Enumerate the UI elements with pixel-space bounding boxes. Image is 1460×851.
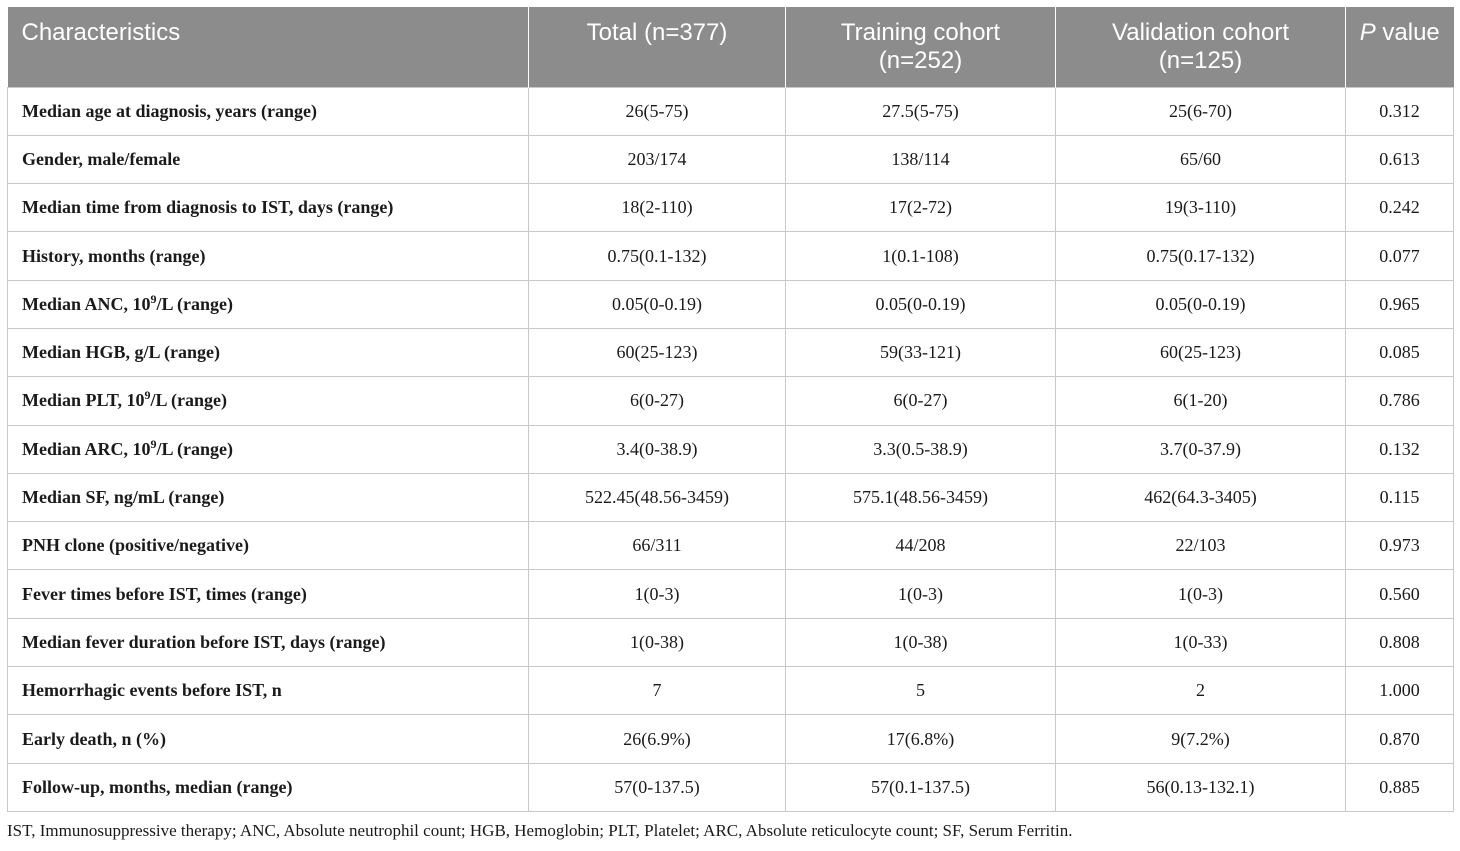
row-label: History, months (range) (8, 232, 529, 280)
row-label: Median fever duration before IST, days (range) (8, 618, 529, 666)
table-row (8, 522, 1454, 570)
table-row (8, 87, 1454, 135)
cell-training: 59(33-121) (786, 328, 1056, 376)
header-validation (1056, 7, 1346, 87)
cell-total: 522.45(48.56-3459) (529, 473, 786, 521)
row-label (8, 280, 529, 328)
cell-training: 44/208 (786, 522, 1056, 570)
row-label: Hemorrhagic events before IST, n (8, 667, 529, 715)
table-row (8, 280, 1454, 328)
cell-p-value: 0.312 (1346, 87, 1454, 135)
row-label: Fever times before IST, times (range) (8, 570, 529, 618)
cell-training: 575.1(48.56-3459) (786, 473, 1056, 521)
row-label-unit: /L (range) (150, 390, 228, 411)
cell-p-value: 0.077 (1346, 232, 1454, 280)
cell-validation: 22/103 (1056, 522, 1346, 570)
cell-p-value: 0.870 (1346, 715, 1454, 763)
cell-p-value: 0.965 (1346, 280, 1454, 328)
cell-p-value: 0.242 (1346, 184, 1454, 232)
cell-total: 18(2-110) (529, 184, 786, 232)
cell-p-value: 0.885 (1346, 763, 1454, 811)
cell-total: 6(0-27) (529, 377, 786, 425)
cell-total: 57(0-137.5) (529, 763, 786, 811)
cell-training: 17(2-72) (786, 184, 1056, 232)
header-row (8, 7, 1454, 87)
cell-validation: 65/60 (1056, 135, 1346, 183)
row-label-text: Median ARC, 10 (22, 438, 151, 459)
row-label (8, 377, 529, 425)
row-label-unit: /L (range) (156, 438, 234, 459)
table-row (8, 715, 1454, 763)
header-training-line1: Training cohort (840, 19, 1001, 46)
row-label: Early death, n (%) (8, 715, 529, 763)
header-validation-line2: (n=125) (1158, 47, 1243, 74)
row-label: PNH clone (positive/negative) (8, 522, 529, 570)
header-p-letter: P (1359, 19, 1376, 46)
cell-validation: 0.75(0.17-132) (1056, 232, 1346, 280)
cell-training: 1(0.1-108) (786, 232, 1056, 280)
cell-total: 66/311 (529, 522, 786, 570)
header-total: Total (n=377) (529, 7, 786, 87)
cell-total: 7 (529, 667, 786, 715)
characteristics-table (7, 7, 1454, 812)
cell-validation: 1(0-3) (1056, 570, 1346, 618)
cell-training: 1(0-3) (786, 570, 1056, 618)
cell-p-value: 0.973 (1346, 522, 1454, 570)
table-row (8, 763, 1454, 811)
cell-validation: 25(6-70) (1056, 87, 1346, 135)
cell-total: 26(6.9%) (529, 715, 786, 763)
row-label: Median time from diagnosis to IST, days (range) (8, 184, 529, 232)
row-label-text: Median ANC, 10 (22, 293, 151, 314)
table-row (8, 377, 1454, 425)
cell-total: 60(25-123) (529, 328, 786, 376)
row-label: Median HGB, g/L (range) (8, 328, 529, 376)
cell-training: 5 (786, 667, 1056, 715)
cell-p-value: 0.132 (1346, 425, 1454, 473)
cell-p-value: 0.613 (1346, 135, 1454, 183)
cell-p-value: 0.085 (1346, 328, 1454, 376)
cell-p-value: 0.115 (1346, 473, 1454, 521)
row-label: Median age at diagnosis, years (range) (8, 87, 529, 135)
cell-training: 3.3(0.5-38.9) (786, 425, 1056, 473)
table-footnote: IST, Immunosuppressive therapy; ANC, Absolute neutrophil count; HGB, Hemoglobin; PLT, Platelet; ARC, Absolute reticulocyte count; SF, Serum Ferritin. (7, 821, 1073, 840)
cell-validation: 0.05(0-0.19) (1056, 280, 1346, 328)
cell-validation: 56(0.13-132.1) (1056, 763, 1346, 811)
table-container (7, 7, 1453, 812)
cell-training: 138/114 (786, 135, 1056, 183)
cell-training: 6(0-27) (786, 377, 1056, 425)
header-training-line2: (n=252) (878, 47, 963, 74)
header-p-value (1346, 7, 1454, 87)
cell-p-value: 0.808 (1346, 618, 1454, 666)
cell-total: 1(0-38) (529, 618, 786, 666)
header-training (786, 7, 1056, 87)
cell-training: 27.5(5-75) (786, 87, 1056, 135)
table-row (8, 328, 1454, 376)
cell-validation: 3.7(0-37.9) (1056, 425, 1346, 473)
cell-validation: 462(64.3-3405) (1056, 473, 1346, 521)
table-row (8, 425, 1454, 473)
row-label: Follow-up, months, median (range) (8, 763, 529, 811)
cell-validation: 6(1-20) (1056, 377, 1346, 425)
row-label-text: Median PLT, 10 (22, 390, 145, 411)
table-row (8, 232, 1454, 280)
table-row (8, 473, 1454, 521)
cell-validation: 60(25-123) (1056, 328, 1346, 376)
cell-total: 1(0-3) (529, 570, 786, 618)
cell-validation: 2 (1056, 667, 1346, 715)
cell-training: 57(0.1-137.5) (786, 763, 1056, 811)
cell-validation: 9(7.2%) (1056, 715, 1346, 763)
row-label-exponent: 9 (144, 388, 151, 403)
table-row (8, 570, 1454, 618)
row-label-exponent: 9 (150, 436, 157, 451)
cell-total: 0.75(0.1-132) (529, 232, 786, 280)
table-row (8, 184, 1454, 232)
cell-total: 26(5-75) (529, 87, 786, 135)
cell-training: 1(0-38) (786, 618, 1056, 666)
row-label-unit: /L (range) (156, 293, 234, 314)
cell-validation: 19(3-110) (1056, 184, 1346, 232)
row-label: Gender, male/female (8, 135, 529, 183)
cell-training: 17(6.8%) (786, 715, 1056, 763)
header-validation-line1: Validation cohort (1112, 19, 1289, 46)
cell-p-value: 1.000 (1346, 667, 1454, 715)
row-label-exponent: 9 (150, 291, 157, 306)
table-row (8, 135, 1454, 183)
table-body (8, 87, 1454, 811)
cell-total: 203/174 (529, 135, 786, 183)
table-row (8, 667, 1454, 715)
table-row (8, 618, 1454, 666)
header-characteristics: Characteristics (8, 7, 529, 87)
header-p-rest: value (1375, 19, 1440, 46)
cell-total: 3.4(0-38.9) (529, 425, 786, 473)
cell-training: 0.05(0-0.19) (786, 280, 1056, 328)
cell-validation: 1(0-33) (1056, 618, 1346, 666)
cell-p-value: 0.786 (1346, 377, 1454, 425)
cell-p-value: 0.560 (1346, 570, 1454, 618)
row-label (8, 425, 529, 473)
row-label: Median SF, ng/mL (range) (8, 473, 529, 521)
cell-total: 0.05(0-0.19) (529, 280, 786, 328)
